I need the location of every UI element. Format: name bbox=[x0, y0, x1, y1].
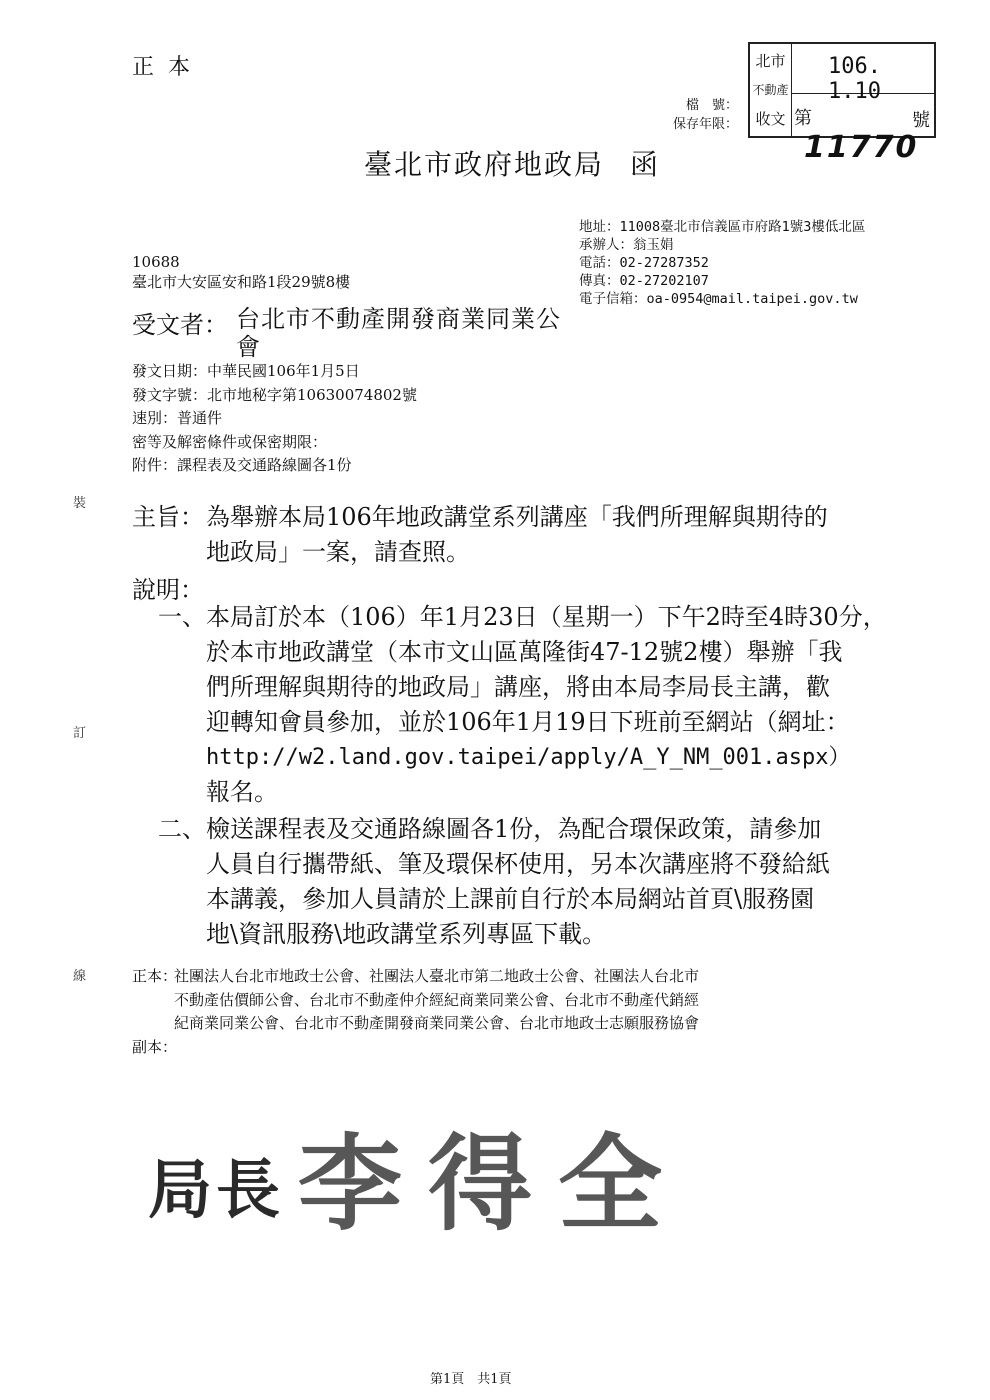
item-line: 迎轉知會員參加，並於106年1月19日下班前至網站（網址： bbox=[206, 708, 850, 736]
agency-name: 臺北市政府地政局 bbox=[364, 148, 605, 181]
director-signature bbox=[148, 1120, 708, 1240]
copy-label: 正本 bbox=[132, 55, 205, 80]
document-title bbox=[364, 143, 660, 183]
recipient-value: 台北市不動產開發商業同業公會 bbox=[236, 305, 561, 361]
sender-address: 地址：11008臺北市信義區市府路1號3樓低北區 bbox=[579, 219, 866, 235]
stamp-prefix: 第 bbox=[794, 108, 812, 129]
cc-line: 不動產估價師公會、台北市不動產仲介經紀商業同業公會、台北市不動產代銷經 bbox=[174, 990, 700, 1009]
subject-label: 主旨： bbox=[132, 503, 204, 531]
copy-recipients-label: 副本： bbox=[132, 1038, 178, 1056]
item-line: 檢送課程表及交通路線圖各1份，為配合環保政策，請參加 bbox=[206, 815, 822, 843]
explanation-label: 說明： bbox=[132, 576, 204, 604]
recipient-label: 受文者： bbox=[132, 311, 228, 339]
subject bbox=[132, 500, 912, 570]
cc-label: 正本： bbox=[132, 967, 178, 985]
file-number-label: 檔 號： bbox=[685, 98, 738, 113]
cc-line: 紀商業同業公會、台北市不動產開發商業同業公會、台北市地政士志願服務協會 bbox=[174, 1014, 700, 1032]
binding-mark-line: 線 bbox=[73, 969, 87, 984]
stamp-suffix: 號 bbox=[912, 110, 930, 131]
retention-label: 保存年限： bbox=[672, 117, 738, 132]
item-line: 報名。 bbox=[206, 778, 278, 806]
signature-name: 李得全 bbox=[298, 1122, 689, 1240]
sender-fax: 傳真：02-27202107 bbox=[579, 273, 709, 289]
stamp-org-line: 北市 bbox=[755, 52, 786, 70]
stamp-date: 106. 1.10 bbox=[792, 44, 934, 94]
item-number: 二、 bbox=[158, 815, 206, 843]
reference-number: 發文字號：北市地秘字第10630074802號 bbox=[132, 385, 417, 404]
item-line: 本局訂於本（106）年1月23日（星期一）下午2時至4時30分， bbox=[206, 603, 887, 631]
stamp-org-line: 不動產 bbox=[752, 83, 789, 97]
binding-mark-bind: 裝 bbox=[73, 496, 87, 511]
document-kind: 函 bbox=[630, 148, 661, 181]
stamp-org bbox=[750, 44, 792, 136]
explanation-item bbox=[158, 812, 918, 952]
cc-line: 社團法人台北市地政士公會、社團法人臺北市第二地政士公會、社團法人台北市 bbox=[174, 967, 700, 985]
item-url-line: http://w2.land.gov.taipei/apply/A_Y_NM_001.aspx） bbox=[206, 745, 851, 770]
receipt-stamp bbox=[748, 42, 936, 165]
original-recipients bbox=[132, 965, 902, 1036]
item-line: 地\資訊服務\地政講堂系列專區下載。 bbox=[206, 920, 607, 948]
document-meta bbox=[132, 360, 417, 478]
addressee-block bbox=[132, 252, 350, 292]
delivery-speed: 速別：普通件 bbox=[132, 409, 223, 427]
secrecy-level: 密等及解密條件或保密期限： bbox=[132, 432, 328, 451]
signature-title: 局長 bbox=[148, 1153, 284, 1228]
sender-phone: 電話：02-27287352 bbox=[579, 255, 709, 271]
attachment-line: 附件：課程表及交通路線圖各1份 bbox=[132, 456, 352, 474]
file-labels bbox=[648, 96, 738, 134]
addressee-address: 臺北市大安區安和路1段29號8樓 bbox=[132, 273, 351, 291]
stamp-number: 11770 bbox=[804, 130, 919, 165]
subject-line: 地政局」一案，請查照。 bbox=[206, 538, 470, 566]
item-line: 人員自行攜帶紙、筆及環保杯使用，另本次講座將不發給紙 bbox=[206, 850, 830, 878]
subject-line: 為舉辦本局106年地政講堂系列講座「我們所理解與期待的 bbox=[206, 503, 828, 531]
addressee-zip: 10688 bbox=[132, 253, 180, 271]
stamp-org-line: 收文 bbox=[755, 110, 786, 128]
item-line: 於本市地政講堂（本市文山區萬隆街47-12號2樓）舉辦「我 bbox=[206, 638, 843, 666]
sender-info bbox=[579, 218, 865, 308]
issue-date: 發文日期：中華民國106年1月5日 bbox=[132, 362, 360, 380]
page-number: 第1頁 共1頁 bbox=[430, 1372, 512, 1387]
explanation-item bbox=[158, 600, 918, 810]
sender-email: 電子信箱：oa-0954@mail.taipei.gov.tw bbox=[579, 291, 858, 307]
recipient bbox=[132, 305, 566, 361]
sender-contact: 承辦人：翁玉娟 bbox=[579, 237, 674, 253]
item-line: 們所理解與期待的地政局」講座，將由本局李局長主講，歡 bbox=[206, 673, 830, 701]
item-line: 本講義，參加人員請於上課前自行於本局網站首頁\服務園 bbox=[206, 885, 815, 913]
stamp-number-row bbox=[792, 94, 934, 165]
item-number: 一、 bbox=[158, 603, 206, 631]
binding-mark-staple: 訂 bbox=[73, 726, 87, 741]
